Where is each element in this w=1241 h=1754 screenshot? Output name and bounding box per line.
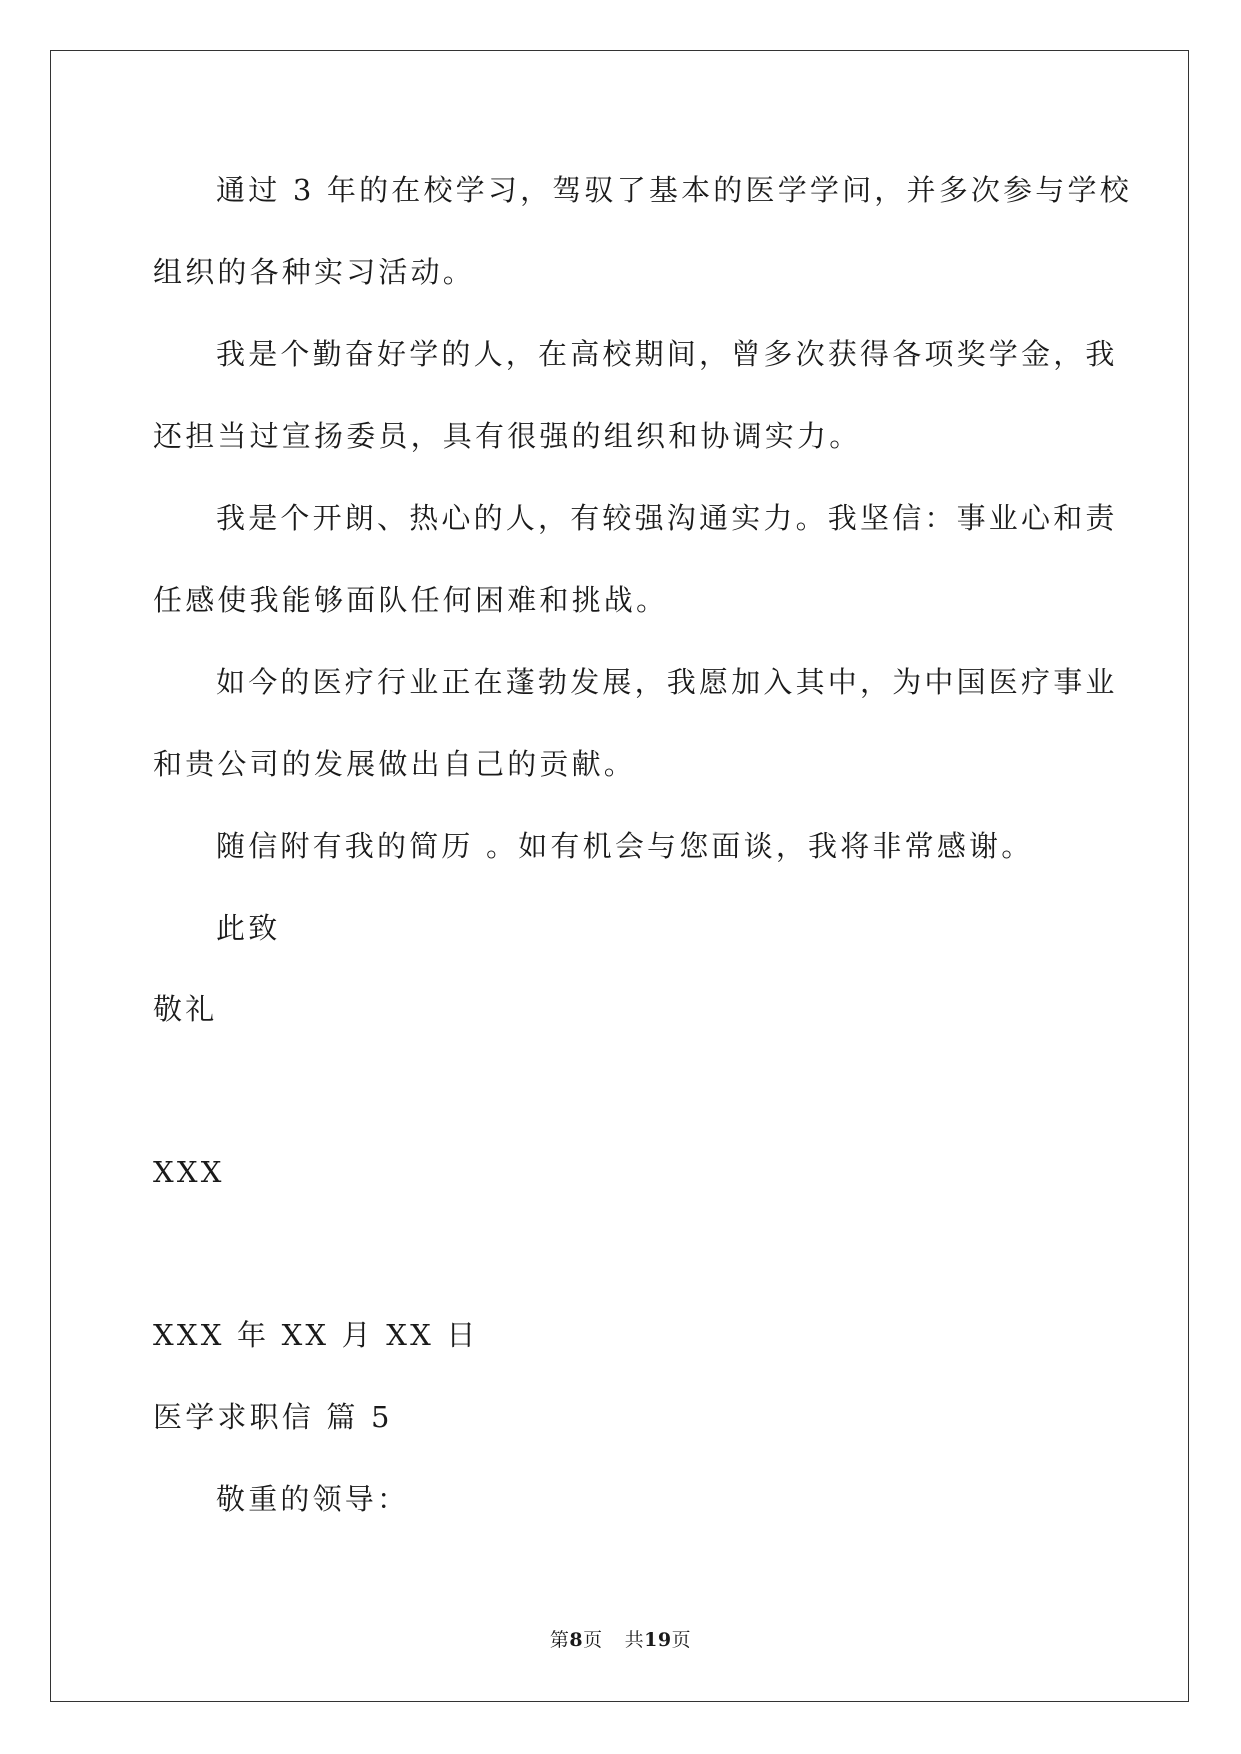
paragraph-line-5: 我是个开朗、热心的人，有较强沟通实力。我坚信：事业心和责 [216,501,1118,535]
closing-regards: 敬礼 [153,992,218,1026]
signature-name: XXX [153,1155,225,1189]
page-border [50,50,1189,1702]
paragraph-line-4: 还担当过宣扬委员，具有很强的组织和协调实力。 [153,419,862,453]
paragraph-line-8: 和贵公司的发展做出自己的贡献。 [153,747,637,781]
greeting-line: 敬重的领导： [216,1482,410,1516]
paragraph-line-7: 如今的医疗行业正在蓬勃发展，我愿加入其中，为中国医疗事业 [216,665,1118,699]
total-prefix: 共 [624,1629,645,1651]
page-prefix: 第 [549,1629,570,1651]
total-pages: 19 [644,1629,672,1651]
section-heading: 医学求职信 篇 5 [153,1400,393,1434]
paragraph-line-1: 通过 3 年的在校学习，驾驭了基本的医学学问，并多次参与学校 [216,173,1132,207]
paragraph-line-6: 任感使我能够面队任何困难和挑战。 [153,583,669,617]
page-footer [0,1631,1241,1650]
paragraph-line-2: 组织的各种实习活动。 [153,255,476,289]
signature-date: XXX 年 XX 月 XX 日 [153,1318,479,1352]
paragraph-line-3: 我是个勤奋好学的人，在高校期间，曾多次获得各项奖学金，我 [216,337,1118,371]
page-suffix: 页 [583,1629,603,1651]
closing-salutation: 此致 [216,911,281,945]
paragraph-line-9: 随信附有我的简历 。如有机会与您面谈，我将非常感谢。 [216,829,1034,863]
page-number: 8 [569,1629,584,1651]
total-suffix: 页 [671,1629,692,1651]
